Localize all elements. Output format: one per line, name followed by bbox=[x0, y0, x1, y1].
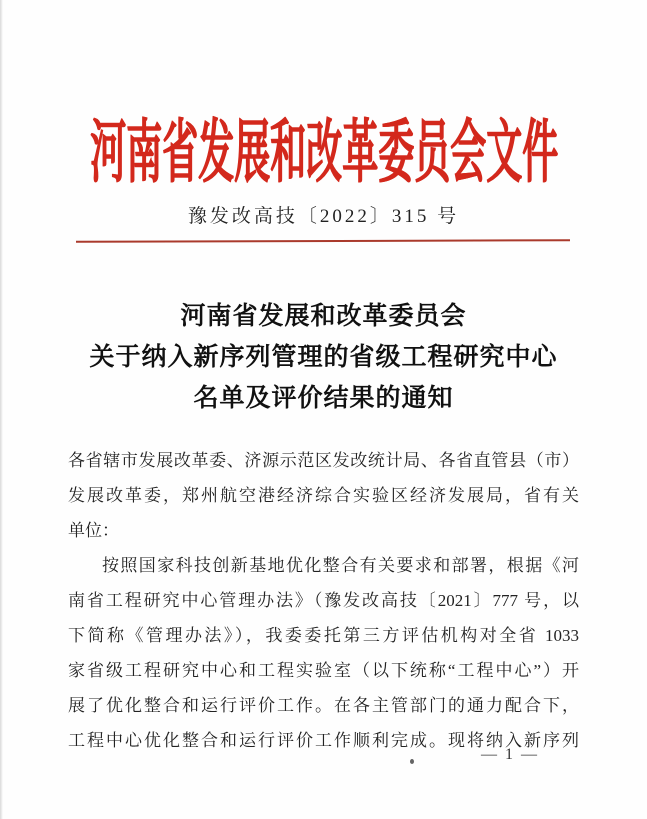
page-number: — 1 — bbox=[481, 746, 539, 763]
body-line: 发展改革委，郑州航空港经济综合实验区经济发展局，省有关 bbox=[68, 486, 579, 505]
letterhead-banner bbox=[0, 98, 647, 191]
body-line: 各省辖市发展改革委、济源示范区发改统计局、各省直管县（市） bbox=[68, 451, 579, 470]
body-line: 南省工程研究中心管理办法》（豫发改高技〔2021〕777 号，以 bbox=[68, 591, 579, 610]
body-line: 按照国家科技创新基地优化整合有关要求和部署，根据《河 bbox=[102, 556, 579, 575]
letterhead-title: 河南省发展和改革委员会文件 bbox=[89, 113, 558, 191]
scan-speck-artifact bbox=[410, 759, 414, 764]
document-title-line-3: 名单及评价结果的通知 bbox=[193, 385, 454, 412]
body-line: 单位： bbox=[68, 521, 119, 540]
document-title-line-1: 河南省发展和改革委员会 bbox=[180, 303, 467, 330]
red-divider-rule bbox=[76, 239, 570, 243]
body-line: 工程中心优化整合和运行评价工作顺利完成。现将纳入新序列 bbox=[68, 731, 579, 750]
body-line: 展了优化整合和运行评价工作。在各主管部门的通力配合下， bbox=[68, 696, 579, 715]
document-title-line-2: 关于纳入新序列管理的省级工程研究中心 bbox=[89, 344, 558, 371]
document-title bbox=[0, 296, 647, 419]
document-body bbox=[68, 443, 579, 758]
body-line: 家省级工程研究中心和工程实验室（以下统称“工程中心”）开 bbox=[68, 661, 579, 680]
document-number: 豫发改高技〔2022〕315 号 bbox=[187, 206, 460, 227]
body-line: 下简称《管理办法》），我委委托第三方评估机构对全省 1033 bbox=[68, 626, 579, 645]
